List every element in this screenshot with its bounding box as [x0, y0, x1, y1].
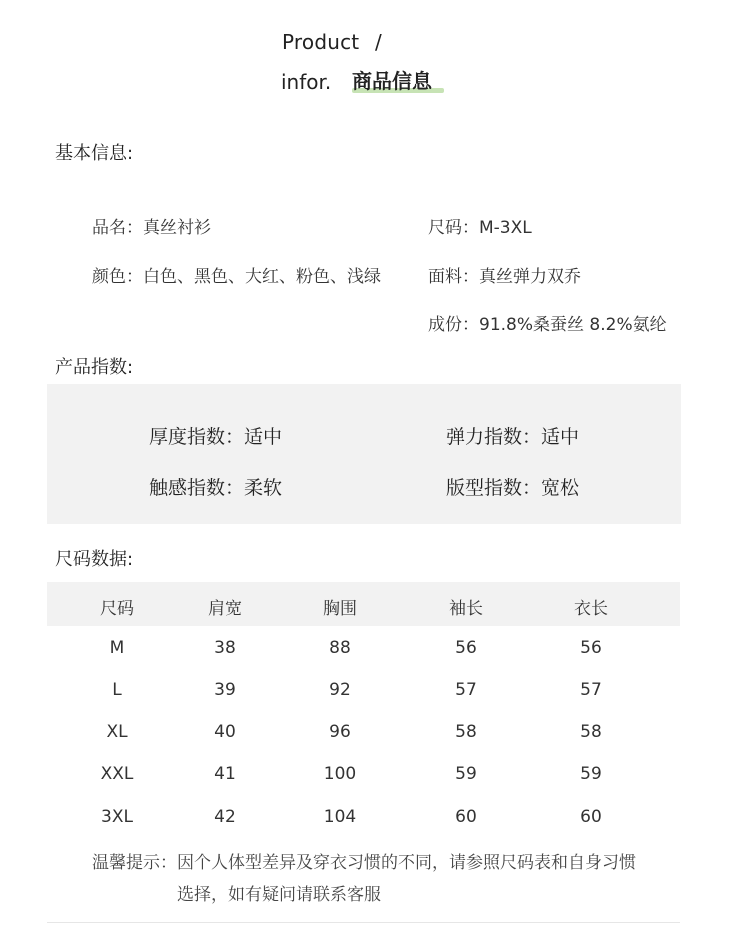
size-table-cell: 92 — [329, 680, 351, 700]
size-table-cell: M — [109, 638, 125, 658]
size-table-cell: 57 — [455, 680, 477, 700]
header-title-en-2: infor. — [281, 70, 332, 94]
size-table-header-cell: 袖长 — [449, 599, 483, 619]
fit-index: 版型指数：宽松 — [446, 477, 580, 499]
size-table-cell: 40 — [214, 722, 236, 742]
size-table-cell: 96 — [329, 722, 351, 742]
product-index-panel — [47, 384, 681, 524]
thickness-index: 厚度指数：适中 — [149, 426, 283, 448]
size-table-cell: XL — [106, 722, 128, 742]
header-title-cn: 商品信息 — [352, 69, 432, 93]
size-table-header-cell: 胸围 — [323, 599, 357, 619]
size-table-cell: 41 — [214, 764, 236, 784]
size-table-cell: 60 — [580, 807, 602, 827]
size-table-cell: XXL — [100, 764, 134, 784]
size-table-header-cell: 衣长 — [574, 599, 608, 619]
basic-info-title: 基本信息: — [55, 143, 134, 164]
size-table-cell: 58 — [580, 722, 602, 742]
product-fabric: 面料：真丝弹力双乔 — [428, 267, 581, 287]
touch-index: 触感指数：柔软 — [149, 477, 283, 499]
size-table-header-cell: 肩宽 — [208, 599, 242, 619]
size-table-cell: L — [112, 680, 122, 700]
header-slash: / — [375, 30, 382, 54]
product-colors: 颜色：白色、黑色、大红、粉色、浅绿 — [92, 267, 381, 287]
header-title-en-1: Product — [282, 30, 360, 54]
bottom-divider — [47, 922, 680, 923]
tip-line-1: 温馨提示：因个人体型差异及穿衣习惯的不同，请参照尺码表和自身习惯 — [92, 853, 636, 873]
size-table-cell: 59 — [580, 764, 602, 784]
product-size-range: 尺码：M-3XL — [428, 218, 532, 238]
product-name: 品名：真丝衬衫 — [92, 218, 211, 238]
size-table-cell: 88 — [329, 638, 351, 658]
size-table-cell: 100 — [323, 764, 357, 784]
size-table-cell: 56 — [580, 638, 602, 658]
product-composition: 成份：91.8%桑蚕丝 8.2%氨纶 — [428, 315, 667, 335]
size-table-cell: 56 — [455, 638, 477, 658]
size-table-cell: 39 — [214, 680, 236, 700]
size-table-cell: 58 — [455, 722, 477, 742]
size-table-cell: 57 — [580, 680, 602, 700]
size-table-cell: 59 — [455, 764, 477, 784]
elasticity-index: 弹力指数：适中 — [446, 426, 580, 448]
size-table-cell: 38 — [214, 638, 236, 658]
product-index-title: 产品指数: — [55, 357, 134, 378]
size-table-header-cell: 尺码 — [100, 599, 134, 619]
size-table-cell: 60 — [455, 807, 477, 827]
size-table-cell: 3XL — [101, 807, 133, 827]
size-data-title: 尺码数据: — [55, 549, 134, 570]
size-table-cell: 42 — [214, 807, 236, 827]
size-table-cell: 104 — [323, 807, 357, 827]
tip-line-2: 选择，如有疑问请联系客服 — [177, 885, 381, 905]
